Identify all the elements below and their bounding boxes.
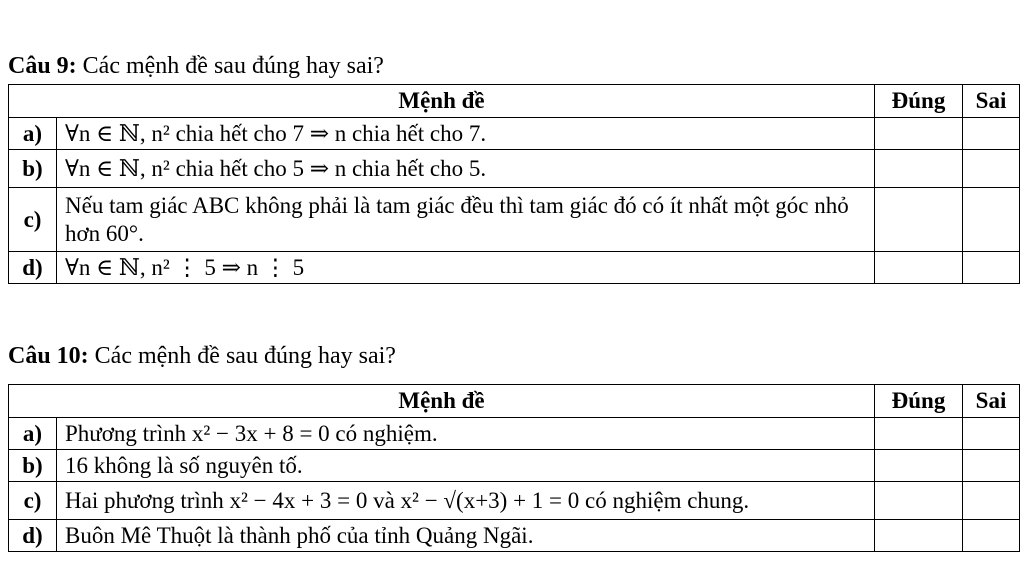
table-row bbox=[9, 252, 1020, 284]
question-9-label: Câu 9: bbox=[8, 53, 77, 79]
header-false: Sai bbox=[963, 385, 1020, 418]
answer-true-cell[interactable] bbox=[875, 450, 963, 482]
table-row bbox=[9, 520, 1020, 552]
answer-false-cell[interactable] bbox=[963, 188, 1020, 252]
statement-text: ∀n ∈ ℕ, n² ⋮ 5 ⇒ n ⋮ 5 bbox=[57, 252, 875, 284]
table-row bbox=[9, 482, 1020, 520]
answer-true-cell[interactable] bbox=[875, 252, 963, 284]
header-false: Sai bbox=[963, 85, 1020, 118]
answer-true-cell[interactable] bbox=[875, 520, 963, 552]
row-label: b) bbox=[9, 150, 57, 188]
table-row bbox=[9, 118, 1020, 150]
statement-text: Phương trình x² − 3x + 8 = 0 có nghiệm. bbox=[57, 418, 875, 450]
answer-false-cell[interactable] bbox=[963, 520, 1020, 552]
table-row bbox=[9, 450, 1020, 482]
row-label: a) bbox=[9, 418, 57, 450]
statement-text: ∀n ∈ ℕ, n² chia hết cho 5 ⇒ n chia hết cho 5. bbox=[57, 150, 875, 188]
question-10-prompt: Các mệnh đề sau đúng hay sai? bbox=[94, 343, 396, 369]
answer-false-cell[interactable] bbox=[963, 450, 1020, 482]
answer-false-cell[interactable] bbox=[963, 252, 1020, 284]
statement-text: 16 không là số nguyên tố. bbox=[57, 450, 875, 482]
table-header-row bbox=[9, 385, 1020, 418]
header-true: Đúng bbox=[875, 85, 963, 118]
question-10-title bbox=[8, 342, 396, 370]
answer-true-cell[interactable] bbox=[875, 482, 963, 520]
row-label: c) bbox=[9, 188, 57, 252]
question-9-table bbox=[8, 84, 1020, 284]
row-label: a) bbox=[9, 118, 57, 150]
question-9-title bbox=[8, 52, 384, 80]
header-statement: Mệnh đề bbox=[9, 85, 875, 118]
row-label: d) bbox=[9, 252, 57, 284]
row-label: d) bbox=[9, 520, 57, 552]
answer-false-cell[interactable] bbox=[963, 482, 1020, 520]
statement-text: Buôn Mê Thuột là thành phố của tỉnh Quảng Ngãi. bbox=[57, 520, 875, 552]
header-statement: Mệnh đề bbox=[9, 385, 875, 418]
answer-false-cell[interactable] bbox=[963, 150, 1020, 188]
statement-text: ∀n ∈ ℕ, n² chia hết cho 7 ⇒ n chia hết cho 7. bbox=[57, 118, 875, 150]
statement-text: Nếu tam giác ABC không phải là tam giác đều thì tam giác đó có ít nhất một góc nhỏ hơn 60°. bbox=[57, 188, 875, 252]
question-10-table bbox=[8, 384, 1020, 552]
answer-false-cell[interactable] bbox=[963, 418, 1020, 450]
answer-true-cell[interactable] bbox=[875, 150, 963, 188]
answer-true-cell[interactable] bbox=[875, 118, 963, 150]
question-9-prompt: Các mệnh đề sau đúng hay sai? bbox=[82, 53, 384, 79]
header-true: Đúng bbox=[875, 385, 963, 418]
table-row bbox=[9, 188, 1020, 252]
table-row bbox=[9, 150, 1020, 188]
answer-true-cell[interactable] bbox=[875, 188, 963, 252]
answer-true-cell[interactable] bbox=[875, 418, 963, 450]
answer-false-cell[interactable] bbox=[963, 118, 1020, 150]
table-header-row bbox=[9, 85, 1020, 118]
row-label: c) bbox=[9, 482, 57, 520]
question-10-label: Câu 10: bbox=[8, 343, 89, 369]
statement-text: Hai phương trình x² − 4x + 3 = 0 và x² − √(x+3) + 1 = 0 có nghiệm chung. bbox=[57, 482, 875, 520]
table-row bbox=[9, 418, 1020, 450]
row-label: b) bbox=[9, 450, 57, 482]
